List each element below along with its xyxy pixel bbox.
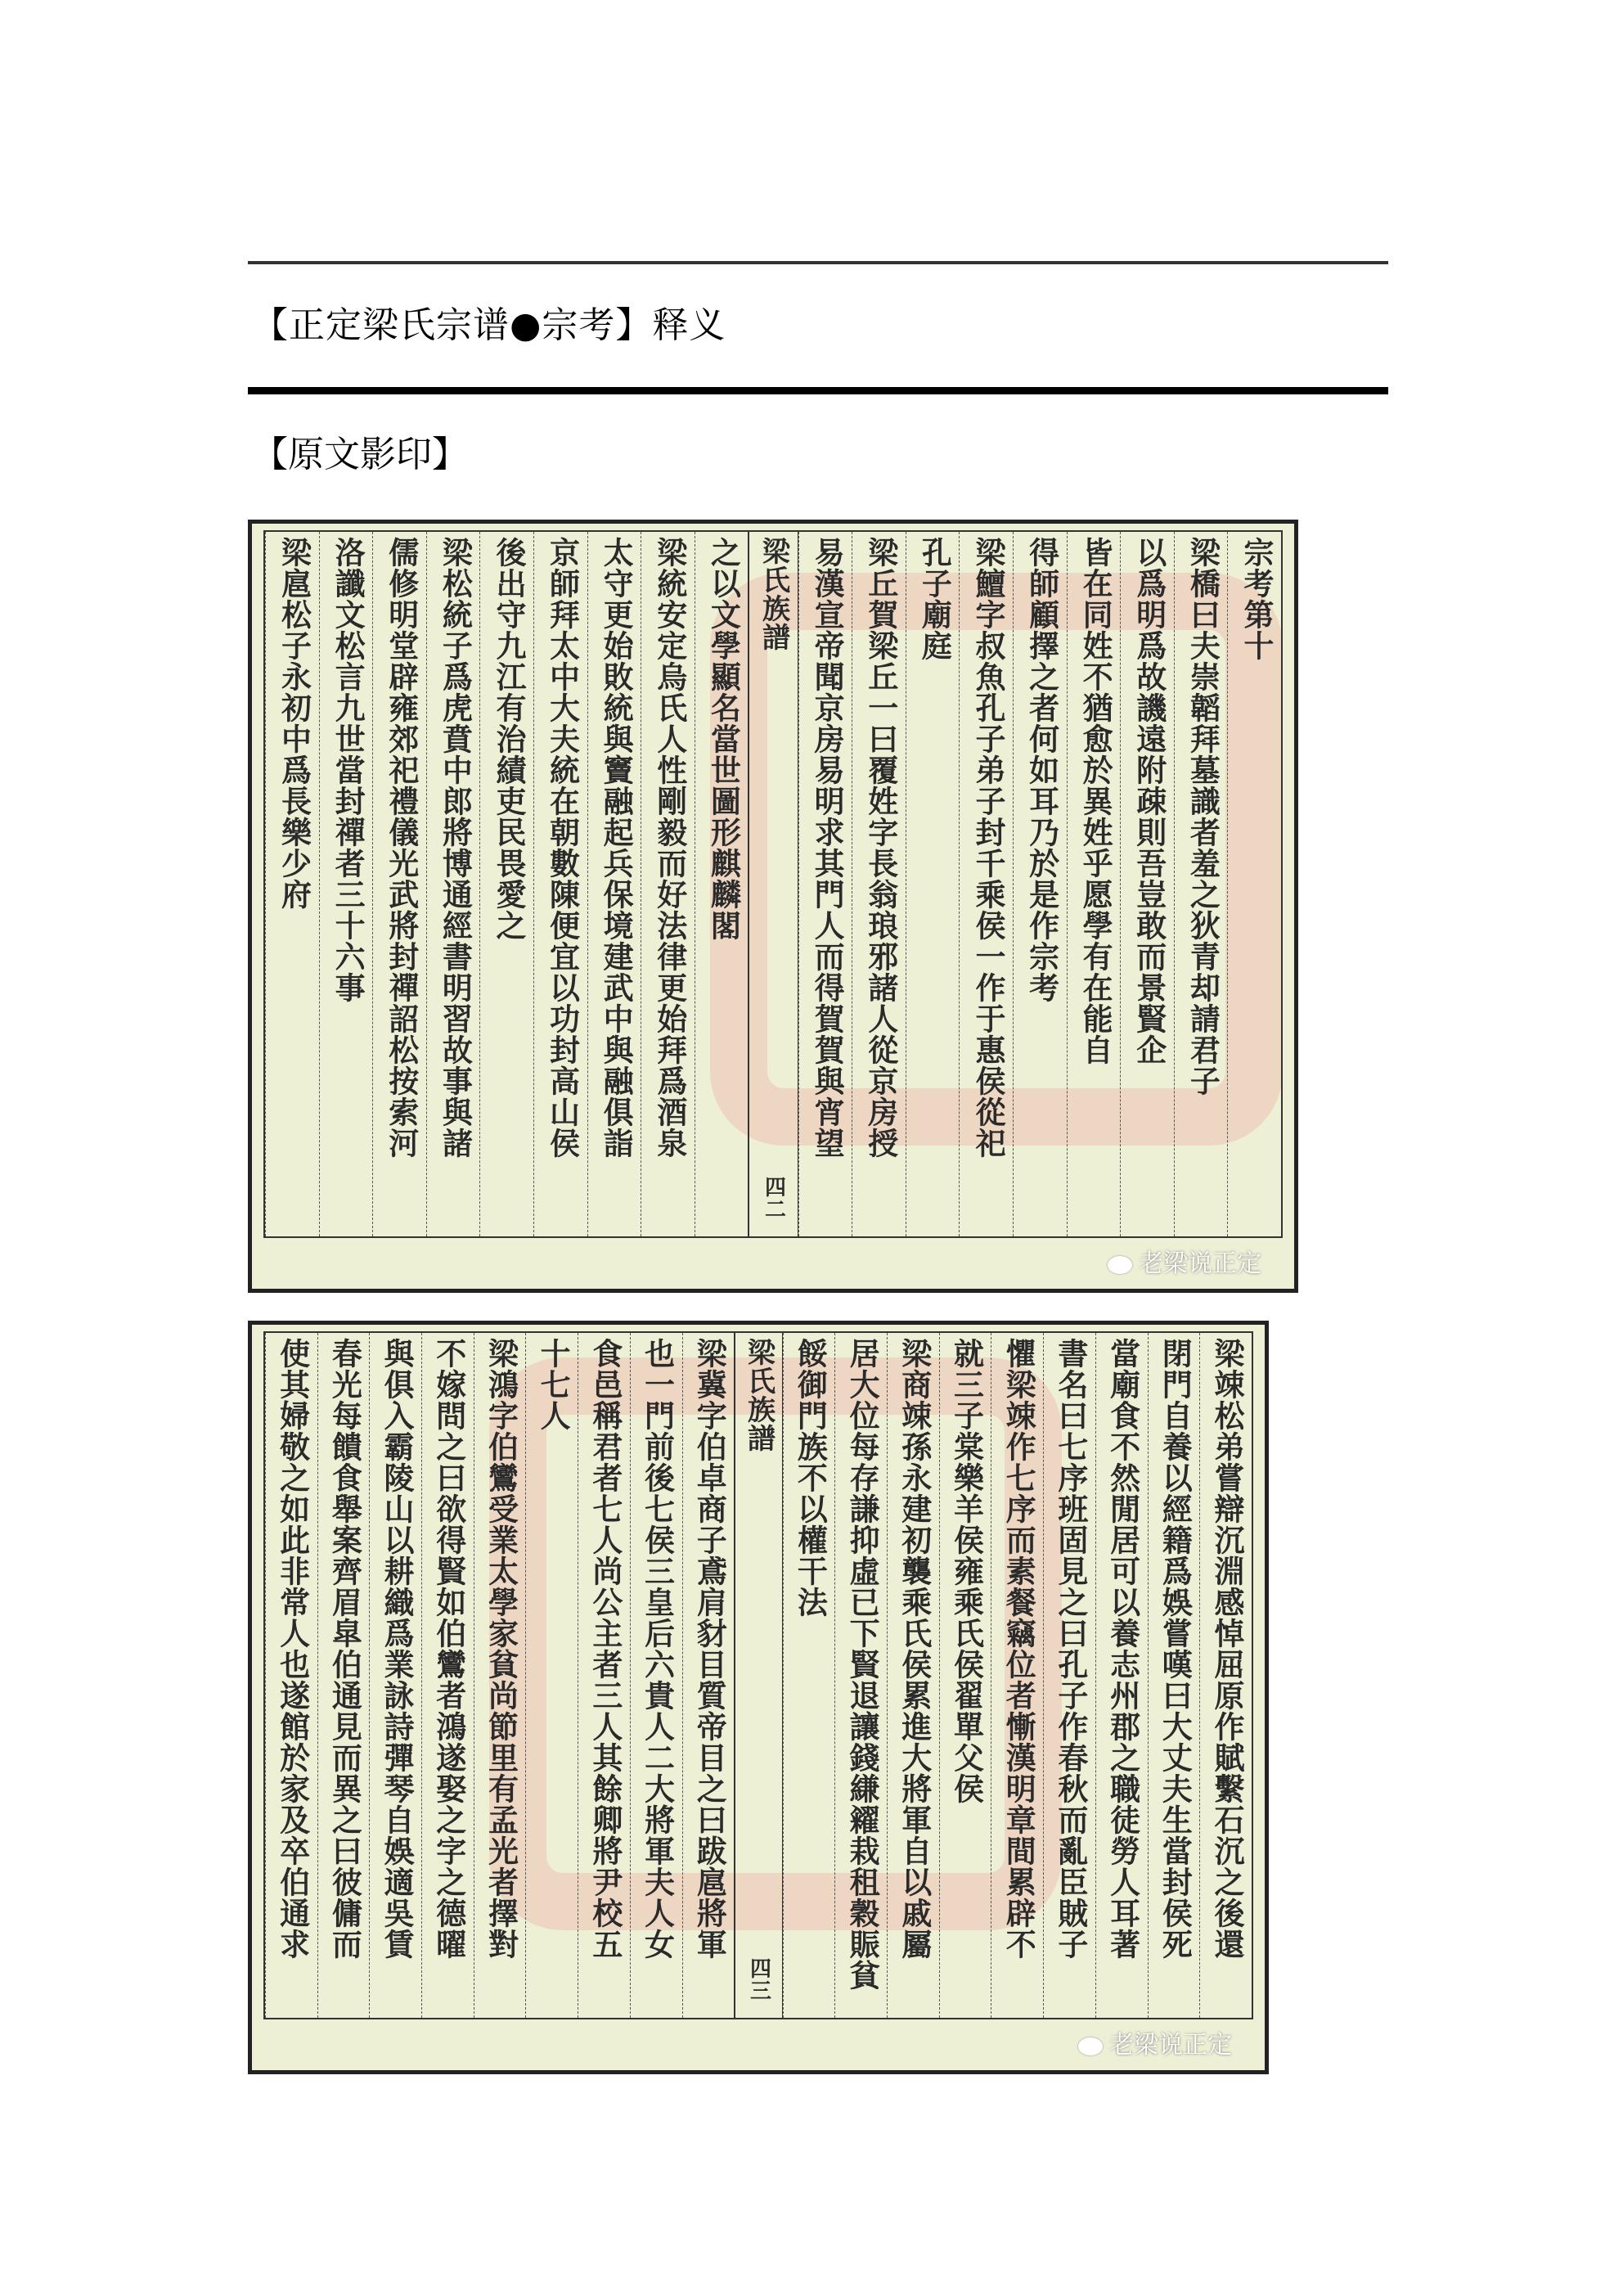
text-column: 十七人 bbox=[525, 1333, 578, 2018]
text-column: 梁橋曰夫崇韜拜墓識者羞之狄青却請君子 bbox=[1174, 532, 1228, 1236]
text-column: 梁商竦孫永建初襲乘氏侯累進大將軍自以戚屬 bbox=[887, 1333, 939, 2018]
text-column: 梁鴻字伯鸞受業太學家貧尚節里有孟光者擇對 bbox=[474, 1333, 526, 2018]
text-column: 梁冀字伯卓商子鳶肩豺目質帝目之曰跋扈將軍 bbox=[682, 1333, 735, 2018]
text-column: 當廟食不然閒居可以養志州郡之職徒勞人耳著 bbox=[1095, 1333, 1148, 2018]
scanned-page-1 bbox=[248, 520, 1298, 1293]
page-number: 四二 bbox=[761, 1176, 786, 1220]
text-column: 太守更始敗統與竇融起兵保境建武中與融俱詣 bbox=[587, 532, 641, 1236]
text-column: 書名曰七序班固見之曰孔子作春秋而亂臣賊子 bbox=[1043, 1333, 1095, 2018]
book-fold-title: 梁氏族譜 bbox=[757, 537, 790, 651]
text-column: 孔子廟庭 bbox=[906, 532, 960, 1236]
watermark-text: 老梁说正定 bbox=[1109, 2031, 1232, 2060]
watermark bbox=[1108, 1248, 1261, 1281]
section-label: 【原文影印】 bbox=[252, 434, 468, 475]
text-column: 閉門自養以經籍爲娛嘗嘆曰大丈夫生當封侯死 bbox=[1148, 1333, 1200, 2018]
text-columns bbox=[263, 530, 1283, 1238]
wechat-icon bbox=[1078, 2037, 1103, 2055]
text-column: 梁松統子爲虎賁中郎將博通經書明習故事與諸 bbox=[426, 532, 480, 1236]
text-columns bbox=[263, 1331, 1253, 2019]
text-column: 洛讖文松言九世當封禪者三十六事 bbox=[319, 532, 373, 1236]
text-column: 京師拜太中大夫統在朝數陳便宜以功封高山侯 bbox=[533, 532, 587, 1236]
text-column: 梁丘賀梁丘一曰覆姓字長翁琅邪諸人從京房授 bbox=[852, 532, 906, 1236]
text-column: 使其婦敬之如此非常人也遂館於家及卒伯通求 bbox=[265, 1333, 317, 2018]
book-fold-column bbox=[748, 532, 798, 1236]
page-number: 四三 bbox=[746, 1957, 771, 2001]
book-fold-column bbox=[734, 1333, 782, 2018]
scanned-page-2 bbox=[248, 1321, 1269, 2074]
text-column: 易漢宣帝聞京房易明求其門人而得賀賀與宵望 bbox=[798, 532, 852, 1236]
text-column: 與俱入霸陵山以耕織爲業詠詩彈琴自娛適吳賃 bbox=[369, 1333, 421, 2018]
text-column: 懼梁竦作七序而素餐竊位者慚漢明章間累辟不 bbox=[991, 1333, 1043, 2018]
text-column: 得師顧擇之者何如耳乃於是作宗考 bbox=[1013, 532, 1067, 1236]
text-column: 食邑稱君者七人尚公主者三人其餘卿將尹校五 bbox=[578, 1333, 630, 2018]
text-column: 宗考第十 bbox=[1227, 532, 1281, 1236]
text-column: 就三子棠樂羊侯雍乘氏侯翟單父侯 bbox=[939, 1333, 991, 2018]
book-fold-title: 梁氏族譜 bbox=[742, 1338, 776, 1452]
page-title: 【正定梁氏宗谱●宗考】释义 bbox=[252, 304, 726, 346]
text-column: 梁統安定烏氏人性剛毅而好法律更始拜爲酒泉 bbox=[641, 532, 695, 1236]
watermark bbox=[1078, 2029, 1232, 2062]
text-column: 居大位每存謙抑虛已下賢退讓錢縑糴栽租穀賑貧 bbox=[834, 1333, 887, 2018]
text-column: 皆在同姓不猶愈於異姓乎愿學有在能自 bbox=[1067, 532, 1121, 1236]
title-divider bbox=[248, 387, 1388, 394]
top-divider bbox=[248, 261, 1388, 264]
text-column: 餒御門族不以權干法 bbox=[783, 1333, 835, 2018]
text-column: 儒修明堂辟雍郊祀禮儀光武將封禪詔松按索河 bbox=[372, 532, 426, 1236]
text-column: 以爲明爲故譏遠附疎則吾豈敢而景賢企 bbox=[1120, 532, 1174, 1236]
watermark-text: 老梁说正定 bbox=[1139, 1249, 1261, 1278]
text-column: 之以文學顯名當世圖形麒麟閣 bbox=[695, 532, 749, 1236]
text-column: 也一門前後七侯三皇后六貴人二大將軍夫人女 bbox=[630, 1333, 682, 2018]
text-column: 後出守九江有治績吏民畏愛之 bbox=[479, 532, 533, 1236]
text-column: 不嫁問之曰欲得賢如伯鸞者鴻遂娶之字之德曜 bbox=[421, 1333, 474, 2018]
text-column: 梁鱣字叔魚孔子弟子封千乘侯一作于惠侯從祀 bbox=[959, 532, 1013, 1236]
text-column: 春光每饋食舉案齊眉皐伯通見而異之曰彼傭而 bbox=[317, 1333, 370, 2018]
text-column: 梁扈松子永初中爲長樂少府 bbox=[265, 532, 319, 1236]
text-column: 梁竦松弟嘗辯沉淵感悼屈原作賦繫石沉之後還 bbox=[1199, 1333, 1252, 2018]
wechat-icon bbox=[1108, 1256, 1132, 1274]
